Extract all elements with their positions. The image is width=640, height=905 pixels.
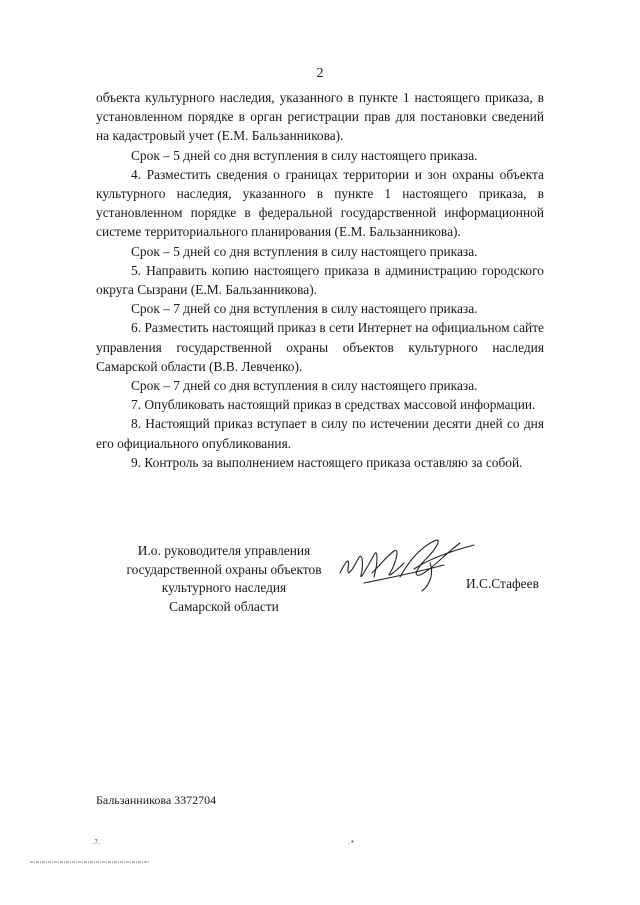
- item-8-paragraph: 8. Настоящий приказ вступает в силу по истечении десяти дней со дня его официального опубликования.: [96, 416, 544, 451]
- deadline-paragraph: Срок – 5 дней со дня вступления в силу настоящего приказа.: [131, 243, 478, 259]
- document-body: [96, 88, 544, 472]
- page-number: 2: [316, 66, 324, 81]
- scan-artifact-marks: [30, 836, 610, 866]
- deadline-paragraph: Срок – 7 дней со дня вступления в силу настоящего приказа.: [131, 378, 478, 394]
- signatory-position-line: культурного наследия: [161, 580, 287, 595]
- item-7-paragraph: 7. Опубликовать настоящий приказ в средствах массовой информации.: [131, 397, 536, 413]
- svg-text:.?.: .?.: [92, 838, 101, 846]
- executor-contact: Бальзанникова 3372704: [96, 793, 217, 807]
- item-6-paragraph: 6. Разместить настоящий приказ в сети Интернет на официальном сайте управления государственной охраны объектов культурного наследия Самарской области (В.В. Левченко).: [96, 320, 544, 374]
- signatory-position-line: И.о. руководителя управления: [137, 543, 311, 558]
- signer-name: И.С.Стафеев: [466, 576, 539, 591]
- svg-text:.•: .•: [348, 838, 355, 846]
- signatory-position-line: государственной охраны объектов: [126, 561, 322, 577]
- deadline-paragraph: Срок – 7 дней со дня вступления в силу настоящего приказа.: [131, 301, 478, 317]
- signatory-position: [100, 542, 348, 616]
- item-4-paragraph: 4. Разместить сведения о границах территории и зон охраны объекта культурного наследия, указанного в пункте 1 настоящего приказа, в установленном порядке в федеральной государственной информационной системе территориального планирования (Е.М. Бальзанникова).: [96, 166, 544, 240]
- item-9-paragraph: 9. Контроль за выполнением настоящего приказа оставляю за собой.: [131, 454, 523, 470]
- paragraph-continuation: объекта культурного наследия, указанного в пункте 1 настоящего приказа, в установленном порядке в орган регистрации прав для постановки сведений на кадастровый учет (Е.М. Бальзанникова).: [96, 90, 544, 144]
- item-5-paragraph: 5. Направить копию настоящего приказа в администрацию городского округа Сызрани (Е.М. Бальзанникова).: [96, 262, 544, 298]
- handwritten-signature: [334, 533, 484, 595]
- deadline-paragraph: Срок – 5 дней со дня вступления в силу настоящего приказа.: [131, 147, 478, 163]
- signatory-position-line: Самарской области: [169, 598, 279, 614]
